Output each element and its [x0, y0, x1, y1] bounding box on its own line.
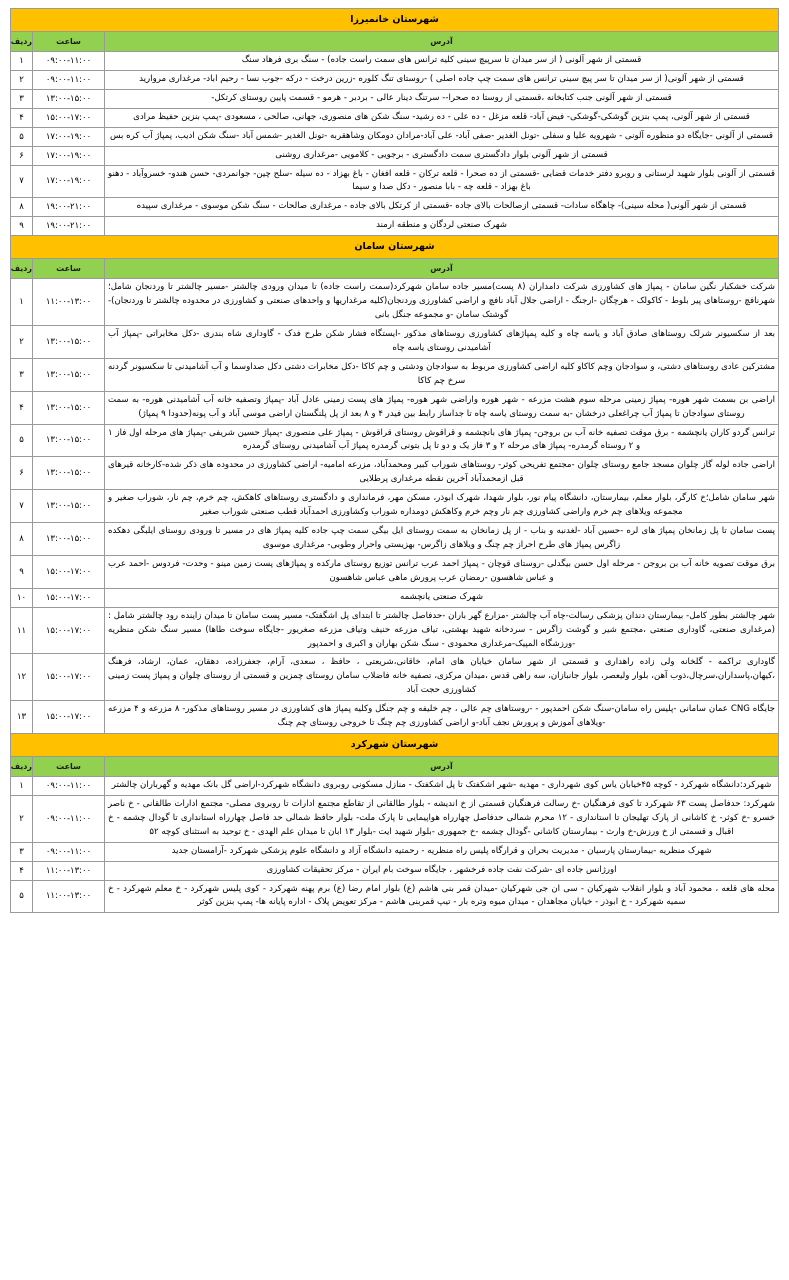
cell-row-number: ۱۱	[11, 607, 33, 654]
column-header-row-number: ردیف	[11, 757, 33, 777]
cell-row-number: ۸	[11, 198, 33, 217]
cell-row-number: ۵	[11, 880, 33, 913]
table-row	[11, 842, 779, 861]
cell-address: قسمتی از آلونی بلوار شهید لرستانی و روبرو دفتر خدمات قضایی -قسمتی از ده صحرا - قلعه ترکان - قلعه افغان - باغ بهزاد - ده سیله -سلح چین- جوانمردی- حسن هندو- خسروآباد - دهنو باغ بهزاد - قلعه چه - بابا منصور - دکل صدا و سیما	[105, 165, 779, 198]
cell-address: جایگاه CNG عمان سامانی -پلیس راه سامان-سنگ شکن احمدپور - -روستاهای چم عالی ، چم خلیفه و چم جنگل وکلیه پمپاژ های کشاورزی در مسیر روستاهای مذکور- ۸ مزرعه و ۴ مزرعه -ویلاهای آموزش و پرورش نجف آباد-و اراضی کشاورزی چم چنگ تا خروجی روستای چم چنگ	[105, 701, 779, 734]
cell-address: مشترکین عادی روستاهای دشتی، و سوادجان وچم کاکاو کلیه اراضی کشاورزی مربوط به سوادجان ودشتی و چم کاکا -دکل مخابرات دشتی دکل صداوسما و آب آشامیدنی تا سکسیونر گردنه سرخ چم کاکا	[105, 358, 779, 391]
cell-time: ۱۳:۰۰-۱۵:۰۰	[33, 391, 105, 424]
cell-row-number: ۹	[11, 555, 33, 588]
cell-time: ۰۹:۰۰-۱۱:۰۰	[33, 70, 105, 89]
cell-address: قسمتی از آلونی -جایگاه دو منظوره آلونی - شهرویه علیا و سفلی -تونل الغدیر -صفی آباد- علی آباد-مرادان دومکان وشاهقربه -تونل الغدیر -شمس آباد -سنگ شکن ادیب، پمپاژ آب کره بس	[105, 127, 779, 146]
cell-time: ۱۵:۰۰-۱۷:۰۰	[33, 588, 105, 607]
table-row	[11, 457, 779, 490]
cell-row-number: ۱۳	[11, 701, 33, 734]
cell-row-number: ۷	[11, 490, 33, 523]
cell-time: ۱۱:۰۰-۱۳:۰۰	[33, 279, 105, 326]
table-row	[11, 198, 779, 217]
table-row	[11, 607, 779, 654]
cell-row-number: ۲	[11, 325, 33, 358]
section-title: شهرستان سامان	[11, 236, 779, 259]
cell-address: قسمتی از شهر آلونی ( از سر میدان تا سرپیچ سینی کلیه ترانس های سمت راست جاده) - سنگ بری فرهاد سنگ	[105, 52, 779, 71]
cell-address: قسمتی از شهر آلونی بلوار دادگستری سمت دادگستری - برجویی - کلامویی -مرغداری روشنی	[105, 146, 779, 165]
table-row	[11, 795, 779, 842]
column-header-time: ساعت	[33, 32, 105, 52]
cell-row-number: ۲	[11, 795, 33, 842]
cell-address: بعد از سکسیونر شرلک روستاهای صادق آباد و یاسه چاه و کلیه پمپاژهای کشاورزی روستاهای مذکور -ایستگاه فشار شکن طرح فدک - گاوداری شاه بندری -دکل مخابراتی -پمپاژ آب آشامیدنی روستای یاسه چاه	[105, 325, 779, 358]
cell-address: قسمتی از شهر آلونی جنب کتابخانه ،قسمتی از روستا ده صحرا-- سرتنگ دینار عالی - بردبر - هرمو - قسمت پایین روستای کرتکل-	[105, 89, 779, 108]
cell-time: ۱۷:۰۰-۱۹:۰۰	[33, 127, 105, 146]
column-header-row	[11, 32, 779, 52]
cell-address: شهرک صنعتی لردگان و منطقه ارمند	[105, 217, 779, 236]
cell-address: قسمتی از شهر آلونی( از سر میدان تا سر پیچ سینی ترانس های سمت چپ جاده اصلی ) -روستای تنگ کلوره -زرین درخت - درکه -جوب نسا - رحیم اباد- مرغداری مروارید	[105, 70, 779, 89]
cell-address: شرکت خشکبار نگین سامان - پمپاژ های کشاورزی شرکت دامداران (۸ پست)مسیر جاده سامان شهرکرد(سمت راست جاده) تا میدان ورودی چالشتر -مسیر چالشتر تا وردنجان شامل؛ شهرنافچ -روستاهای پیر بلوط - کاکولک - هرچگان -ارجنگ - اراضی جلال آباد نافچ و اراضی کشاورزی وردنجان(کلیه مرغداریها و واحدهای صنعتی و کشاورزی در محدوده چالشتر تا وردنجان)-گوشتک سامان -و مجموعه جنگل بانی	[105, 279, 779, 326]
cell-address: اراضی جاده لوله گاز چلوان مسجد جامع روستای چلوان -مجتمع تفریحی کوثر- روستاهای شوراب کبیر ومحمدآباد، مزرعه امامیه- اراضی کشاورزی در محدوده های ذکر شده-کارخانه قیرهای قبل ازمحمدآباد آخرین نقطه مرغداری پرطلایی	[105, 457, 779, 490]
table-row	[11, 490, 779, 523]
table-row	[11, 880, 779, 913]
cell-time: ۱۳:۰۰-۱۵:۰۰	[33, 523, 105, 556]
cell-time: ۱۹:۰۰-۲۱:۰۰	[33, 217, 105, 236]
cell-time: ۰۹:۰۰-۱۱:۰۰	[33, 52, 105, 71]
cell-address: شهرکرد:دانشگاه شهرکرد - کوچه ۴۵خیابان یاس کوی شهرداری - مهدیه -شهر اشکفتک تا پل اشکفتک - منازل مسکونی روبروی دانشگاه شهرکرد-اراضی گل بانک مهدیه و گهرباران چالشتر	[105, 777, 779, 796]
cell-time: ۰۹:۰۰-۱۱:۰۰	[33, 795, 105, 842]
column-header-row-number: ردیف	[11, 259, 33, 279]
table-row	[11, 391, 779, 424]
table-row	[11, 89, 779, 108]
cell-address: محله های قلعه ، محمود آباد و بلوار انقلاب شهرکیان - سی ان جی شهرکیان -میدان قمر بنی هاشم (ع) بلوار امام رضا (ع) برم پهنه شهرکرد - کوی پلیس شهرکرد - خ معلم شهرکرد - خ سمیه شهرکرد - خ ابوذر - خیابان مجاهدان - میدان میوه وتره بار - تیپ قمربنی هاشم - مرکز تعویض پلاک - اداره پایانه ها- پمپ بنزین کوثر	[105, 880, 779, 913]
column-header-row-number: ردیف	[11, 32, 33, 52]
cell-time: ۱۵:۰۰-۱۷:۰۰	[33, 654, 105, 701]
column-header-address: آدرس	[105, 32, 779, 52]
table-row	[11, 588, 779, 607]
cell-address: گاوداری تراکمه - گلخانه ولی زاده راهداری و قسمتی از شهر سامان خیابان های امام، خاقانی،شریعتی ، حافظ ، سعدی، آرام، جعفرزاده، دهقان، عمان، ارشاد، فرهنگ ،کیهان،پاسداران،سرچال،ذوب آهن، بلوار ولیعصر، بلوار جانبازان، سه راهی قدس ،میدان مرکزی، تصفیه خانه فاضلاب سامان روستای چمزین و قسمتی از روستای چلوان و پمپاژ پست زمینی کشاورزی حجت آباد	[105, 654, 779, 701]
table-row	[11, 279, 779, 326]
table-row	[11, 217, 779, 236]
section-header-row	[11, 236, 779, 259]
cell-row-number: ۵	[11, 127, 33, 146]
cell-address: پست سامان تا پل زمانخان پمپاژ های لره -حسین آباد -لغدنبه و بناب - از پل زمانخان به سمت روستای ایل بیگی سمت چپ جاده کلیه پمپاژ های در مسیر تا ورودی روستای ایلبگی دهکده زاگرس پمپاژ های طرح احراز چم چنگ و ویلاهای زاگرس- بهزیستی واحرار وطوبی- مرغداری موسوی	[105, 523, 779, 556]
section-title: شهرستان شهرکرد	[11, 734, 779, 757]
cell-row-number: ۶	[11, 457, 33, 490]
table-row	[11, 70, 779, 89]
cell-time: ۰۹:۰۰-۱۱:۰۰	[33, 777, 105, 796]
cell-address: شهرکرد: حدفاصل پست ۶۳ شهرکرد تا کوی فرهنگیان -خ رسالت فرهنگیان قسمتی از خ اندیشه - بلوار طالقانی از تقاطع مجتمع ادارات تا روبروی مصلی- مجتمع ادارات طالقانی - خ ناصر خسرو -خ کوثر- خ کاشانی از پارک تهلیجان تا استانداری - ۱۲ محرم شمالی حدفاصل چهارراه هواپیمایی تا پارک ملت- بلوار حافظ شمالی حد فاصل چهارراه استانداری تا گودال چشمه - خ اقبال و قسمتی از خ ورزش-خ وارث - بیمارستان کاشانی -گودال چشمه -خ جمهوری -بلوار شهید ایت -بلوار ۱۳ ابان تا میدان علم الهدی - خ توحید به استثنای کوچه ۵۲	[105, 795, 779, 842]
section-header-row	[11, 734, 779, 757]
cell-address: قسمتی از شهر آلونی( محله سینی)- چاهگاه سادات- قسمتی ازصالحات بالای جاده -قسمتی از کرتکل بالای جاده - مرغداری صالحات - سنگ شکن موسوی - مرغداری سپیده	[105, 198, 779, 217]
cell-address: برق موقت تصویه خانه آب بن بروجن - مرحله اول حسن بیگدلی -روستای قوچان - پمپاژ احمد عرب ترانس توزیع روستای مارکده و پمپاژهای پست زمین مینو - وحدت- فردوس -احمد عرب و عباس شاهسون -رمضان عرب پرورش ماهی عباس شاهسون	[105, 555, 779, 588]
cell-time: ۱۱:۰۰-۱۳:۰۰	[33, 880, 105, 913]
table-row	[11, 358, 779, 391]
cell-time: ۱۷:۰۰-۱۹:۰۰	[33, 146, 105, 165]
column-header-time: ساعت	[33, 259, 105, 279]
cell-address: شهر چالشتر بطور کامل- بیمارستان دندان پزشکی رسالت-چاه آب چالشتر -مزارع گهر باران -حدفاصل چالشتر تا ابتدای پل اشگفتک- مسیر پست سامان تا میدان زاینده رود چالشتر شامل :(مرغداری صنعتی، گاوداری صنعتی ،مجتمع شیر و گوشت زاگرس - سردخانه شهید بهشتی، تیاف مزرعه حنیف وتیاف مزرعه صغریور -جایگاه سوخت طاها) مسیر سنگ شکن منظریه -ورزشگاه المپیک-مرغداری محمودی - سنگ شکن بهاران و اکبری و احمدپور	[105, 607, 779, 654]
cell-row-number: ۴	[11, 108, 33, 127]
section-header-row	[11, 9, 779, 32]
cell-time: ۱۳:۰۰-۱۵:۰۰	[33, 358, 105, 391]
table-row	[11, 701, 779, 734]
cell-row-number: ۳	[11, 358, 33, 391]
cell-row-number: ۵	[11, 424, 33, 457]
table-row	[11, 325, 779, 358]
cell-time: ۱۵:۰۰-۱۷:۰۰	[33, 607, 105, 654]
table-row	[11, 555, 779, 588]
cell-time: ۱۳:۰۰-۱۵:۰۰	[33, 490, 105, 523]
cell-time: ۱۳:۰۰-۱۵:۰۰	[33, 424, 105, 457]
cell-row-number: ۷	[11, 165, 33, 198]
cell-row-number: ۸	[11, 523, 33, 556]
cell-time: ۱۵:۰۰-۱۷:۰۰	[33, 555, 105, 588]
cell-time: ۱۹:۰۰-۲۱:۰۰	[33, 198, 105, 217]
cell-row-number: ۱	[11, 52, 33, 71]
cell-row-number: ۳	[11, 842, 33, 861]
cell-address: شهر سامان شامل؛خ کارگر، بلوار معلم، بیمارستان، دانشگاه پیام نور، بلوار شهدا، شهرک ابوذر، مسکن مهر، فرمانداری و دادگستری روستاهای کاهکش، چم خرم، چم نار، شوراب صغیر و مجموعه ویلاهای چم خرم واراضی کشاورزی چم نار وچم خرم وکاهکش دومداره شوراب وکشاورزی احمدآباد قطب صنعتی شوراب صغیر	[105, 490, 779, 523]
cell-row-number: ۴	[11, 391, 33, 424]
cell-address: شهرک صنعتی یانچشمه	[105, 588, 779, 607]
cell-time: ۱۳:۰۰-۱۵:۰۰	[33, 457, 105, 490]
table-row	[11, 424, 779, 457]
table-row	[11, 146, 779, 165]
column-header-row	[11, 757, 779, 777]
cell-row-number: ۱	[11, 777, 33, 796]
cell-row-number: ۱۲	[11, 654, 33, 701]
cell-time: ۱۵:۰۰-۱۷:۰۰	[33, 108, 105, 127]
table-row	[11, 777, 779, 796]
column-header-row	[11, 259, 779, 279]
column-header-address: آدرس	[105, 757, 779, 777]
cell-address: ترانس گردو کاران یانچشمه - برق موقت تصفیه خانه آب بن بروجن- پمپاژ های بانچشمه و قراقوش روستای قراقوش - پمپاژ علی منصوری -پمپاژ حسین شریفی -پمپاژ های مرحله اول فاز ۱ و ۲ روستاه گرمدره- پمپاژ های مرحله ۲ و ۳ فاز یک و دو تا پل بتونی گرمدره پمپاژ آب آشامیدنی روستای گرمدره	[105, 424, 779, 457]
table-row	[11, 654, 779, 701]
cell-address: اورژانس جاده ای -شرکت نفت جاده فرخشهر ، جایگاه سوخت بام ایران - مرکز تحقیقات کشاورزی	[105, 861, 779, 880]
table-row	[11, 108, 779, 127]
cell-row-number: ۶	[11, 146, 33, 165]
outage-schedule-table	[10, 8, 779, 913]
column-header-address: آدرس	[105, 259, 779, 279]
cell-time: ۱۳:۰۰-۱۵:۰۰	[33, 89, 105, 108]
table-row	[11, 523, 779, 556]
table-row	[11, 165, 779, 198]
cell-row-number: ۹	[11, 217, 33, 236]
cell-time: ۱۱:۰۰-۱۳:۰۰	[33, 861, 105, 880]
cell-row-number: ۳	[11, 89, 33, 108]
table-row	[11, 52, 779, 71]
table-row	[11, 127, 779, 146]
cell-row-number: ۲	[11, 70, 33, 89]
cell-row-number: ۱۰	[11, 588, 33, 607]
cell-row-number: ۴	[11, 861, 33, 880]
cell-address: قسمتی از شهر آلونی، پمپ بنزین گوشکی-گوشکی- فیض آباد- قلعه مزغل - ده علی - ده رشید- سنگ شکن های منصوری، جهانی، صالحی ، مسعودی -پمپ بنزین حفیظ مرادی	[105, 108, 779, 127]
cell-time: ۱۳:۰۰-۱۵:۰۰	[33, 325, 105, 358]
table-row	[11, 861, 779, 880]
cell-row-number: ۱	[11, 279, 33, 326]
column-header-time: ساعت	[33, 757, 105, 777]
cell-time: ۱۷:۰۰-۱۹:۰۰	[33, 165, 105, 198]
cell-address: شهرک منظریه -بیمارستان پارسیان - مدیریت بحران و قرارگاه پلیس راه منظریه - رحمتیه دانشگاه آزاد و دانشگاه علوم پزشکی شهرکرد -آرامستان جدید	[105, 842, 779, 861]
cell-time: ۰۹:۰۰-۱۱:۰۰	[33, 842, 105, 861]
section-title: شهرستان خانمیرزا	[11, 9, 779, 32]
cell-time: ۱۵:۰۰-۱۷:۰۰	[33, 701, 105, 734]
cell-address: اراضی بن بسمت شهر هوره- پمپاژ زمینی مرحله سوم هشت مزرعه - شهر هوره واراضی شهر هوره- پمپاژ های پست زمینی عادل آباد -پمپاژ وتصفیه خانه آب آشامیدنی هوره- به سمت روستای سوادجان تا پمپاژ آب چراغعلی درخشان -به سمت روستای یاسه چاه تا جداساز رابط بین فیدر ۴ و ۸ بعد از پل پلنگستان اراضی موسی آباد و آب پونه(حدودا ۹ پمپاژ)	[105, 391, 779, 424]
